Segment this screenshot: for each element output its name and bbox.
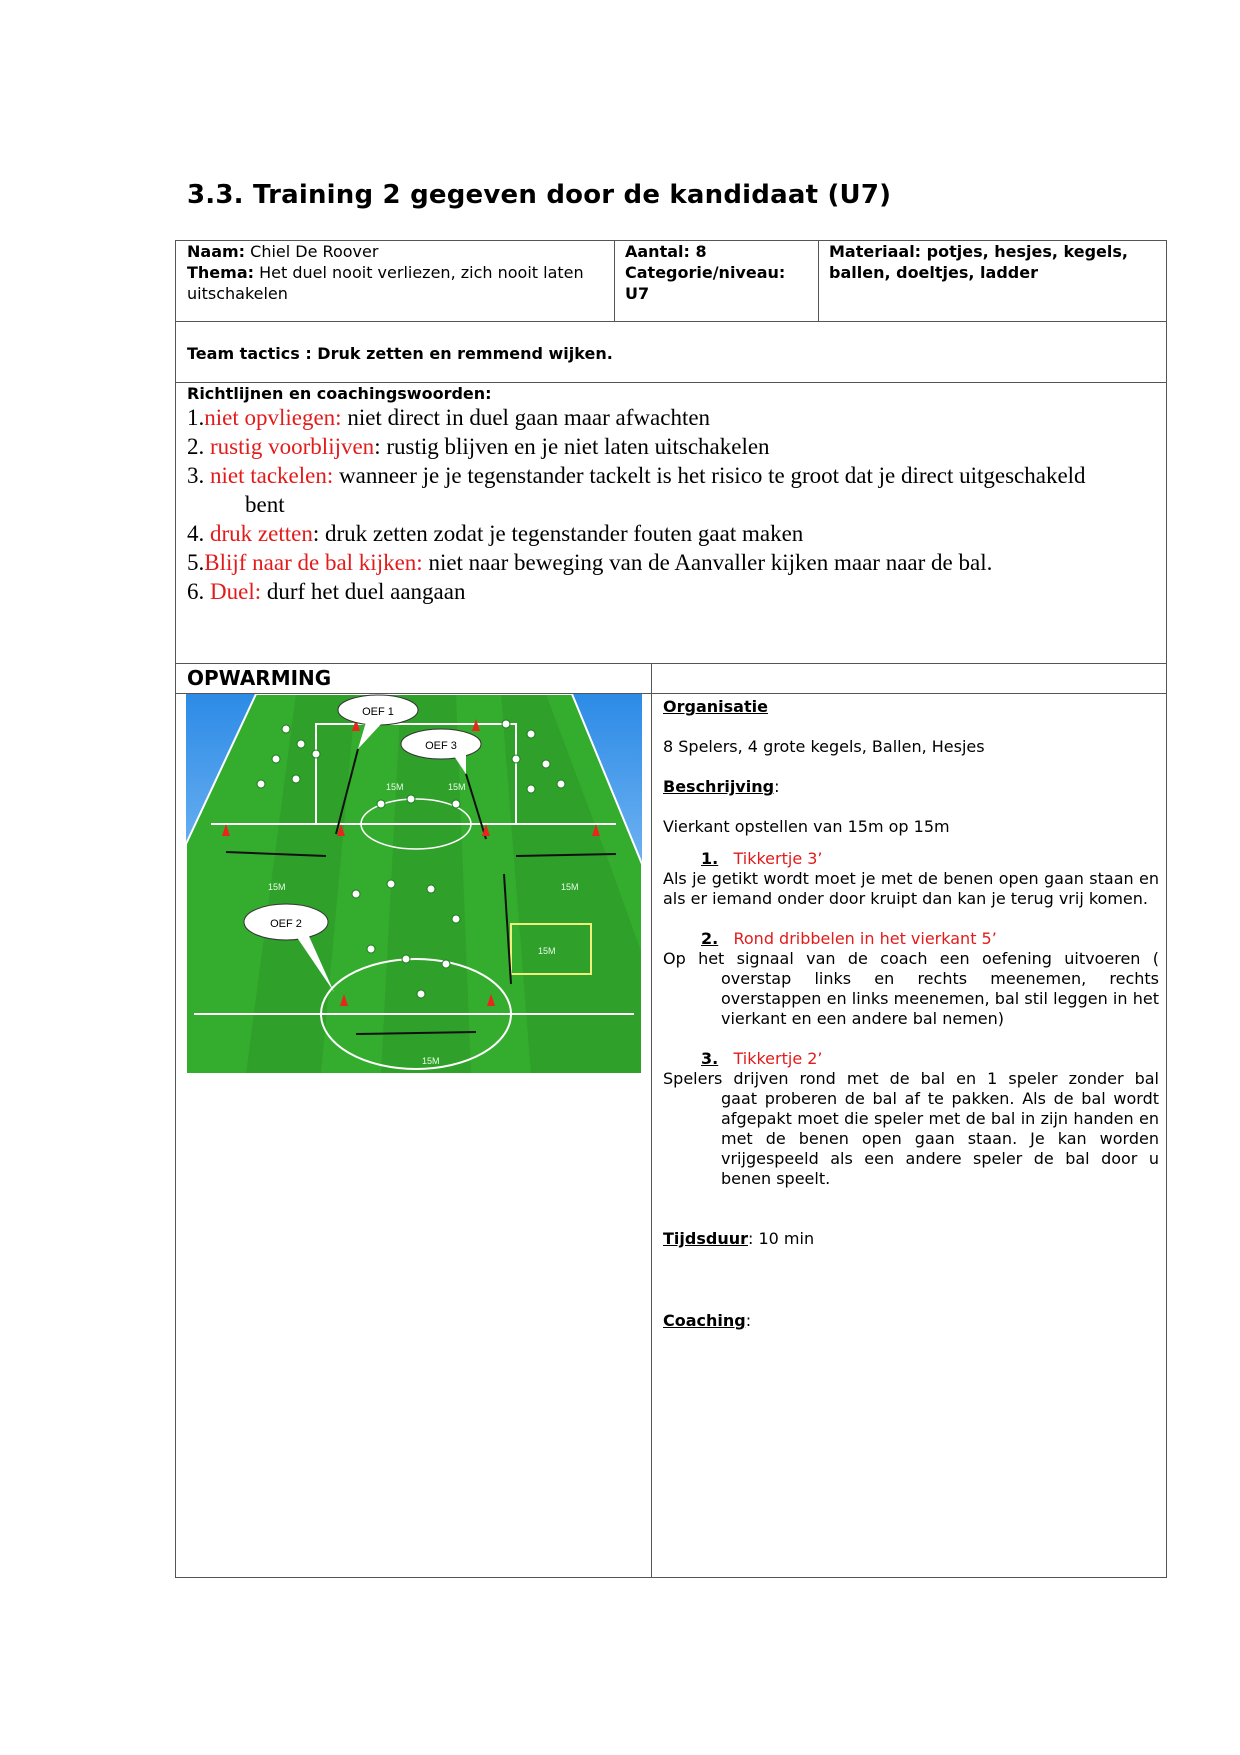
page-title: 3.3. Training 2 gegeven door de kandidaat (U7) <box>187 180 892 210</box>
organisatie-heading: Organisatie <box>663 697 768 716</box>
svg-text:15M: 15M <box>422 1056 440 1066</box>
categorie: Categorie/niveau: U7 <box>625 263 786 303</box>
naam-value: Chiel De Roover <box>250 242 379 261</box>
richtlijn-6: 6. Duel: durf het duel aangaan <box>187 579 466 604</box>
richtlijn-1: 1.niet opvliegen: niet direct in duel gaan maar afwachten <box>187 405 711 430</box>
svg-text:15M: 15M <box>386 782 404 792</box>
richtlijnen-heading: Richtlijnen en coachingswoorden: <box>187 384 492 403</box>
svg-text:15M: 15M <box>538 946 556 956</box>
training-field-diagram <box>186 694 642 1074</box>
svg-text:OEF 1: OEF 1 <box>362 706 394 718</box>
tijdsduur-label: Tijdsduur <box>663 1229 748 1248</box>
team-tactics: Team tactics : Druk zetten en remmend wijken. <box>187 344 613 363</box>
richtlijn-5: 5.Blijf naar de bal kijken: niet naar beweging van de Aanvaller kijken maar naar de bal. <box>187 550 993 575</box>
opwarming-heading: OPWARMING <box>187 666 332 690</box>
exercise-3: 3. Tikkertje 2’ Spelers drijven rond met de bal en 1 speler zonder bal gaat proberen de bal af te pakken. Als de bal wordt afgepakt moet die speler met de bal in zijn handen en met de benen open gaan staan. Je kan worden vrijgespeeld als een andere speler de bal door u benen speelt. <box>663 1049 1159 1188</box>
svg-text:15M: 15M <box>448 782 466 792</box>
richtlijn-3: 3. niet tackelen: wanneer je je tegenstander tackelt is het risico te groot dat je direct uitgeschakeld <box>187 463 1086 488</box>
materiaal-cell: Materiaal: potjes, hesjes, kegels, ballen, doeltjes, ladder <box>829 242 1128 282</box>
aantal: Aantal: 8 <box>625 242 707 261</box>
naam-thema-cell <box>187 241 607 304</box>
svg-text:15M: 15M <box>268 882 286 892</box>
organisatie-section: Organisatie 8 Spelers, 4 grote kegels, Ballen, Hesjes Beschrijving: Vierkant opstellen van 15m op 15m 1. Tikkertje 3’ Als je getikt wordt moet je met de benen open gaan staan en als er iemand onder door kruipt dan kan je terug vrij komen. 2. Rond dribbelen in het vierkant 5’ Op het signaal van de coach een oefening uitvoeren ( overstap links en rechts meenemen, rechts overstappen en links meenemen, bal stil leggen in het vierkant en een andere bal nemen) 3. Tikkertje 2’ Spelers drijven rond met de bal en 1 speler zonder bal gaat proberen de bal af te pakken. Als de bal wordt afgepakt moet die speler met de bal in zijn handen en met de benen open gaan staan. Je kan worden vrijgespeeld als een andere speler de bal door u benen speelt. Tijdsduur: 10 min Coaching: <box>663 697 1159 1330</box>
thema-label: Thema: <box>187 263 255 282</box>
naam-label: Naam: <box>187 242 246 261</box>
exercise-2: 2. Rond dribbelen in het vierkant 5’ Op het signaal van de coach een oefening uitvoeren ( overstap links en rechts meenemen, rechts overstappen en links meenemen, bal stil leggen in het vierkant en een andere bal nemen) <box>663 929 1159 1028</box>
exercise-1: 1. Tikkertje 3’ Als je getikt wordt moet je met de benen open gaan staan en als er iemand onder door kruipt dan kan je terug vrij komen. <box>663 849 1159 908</box>
tijdsduur-value: : 10 min <box>747 1229 815 1248</box>
svg-text:OEF 2: OEF 2 <box>270 918 302 930</box>
richtlijn-2: 2. rustig voorblijven: rustig blijven en je niet laten uitschakelen <box>187 434 770 459</box>
richtlijn-3-cont: bent <box>245 492 285 517</box>
organisatie-text: 8 Spelers, 4 grote kegels, Ballen, Hesjes <box>663 737 985 756</box>
coaching-label: Coaching <box>663 1311 746 1330</box>
richtlijnen-list <box>187 403 1162 606</box>
svg-text:OEF 3: OEF 3 <box>425 740 457 752</box>
svg-text:15M: 15M <box>561 882 579 892</box>
thema-value: Het duel nooit verliezen, zich nooit laten uitschakelen <box>187 263 584 303</box>
beschrijving-intro: Vierkant opstellen van 15m op 15m <box>663 817 950 836</box>
richtlijn-4: 4. druk zetten: druk zetten zodat je tegenstander fouten gaat maken <box>187 521 804 546</box>
beschrijving-heading: Beschrijving <box>663 777 775 796</box>
aantal-cell <box>625 241 810 304</box>
